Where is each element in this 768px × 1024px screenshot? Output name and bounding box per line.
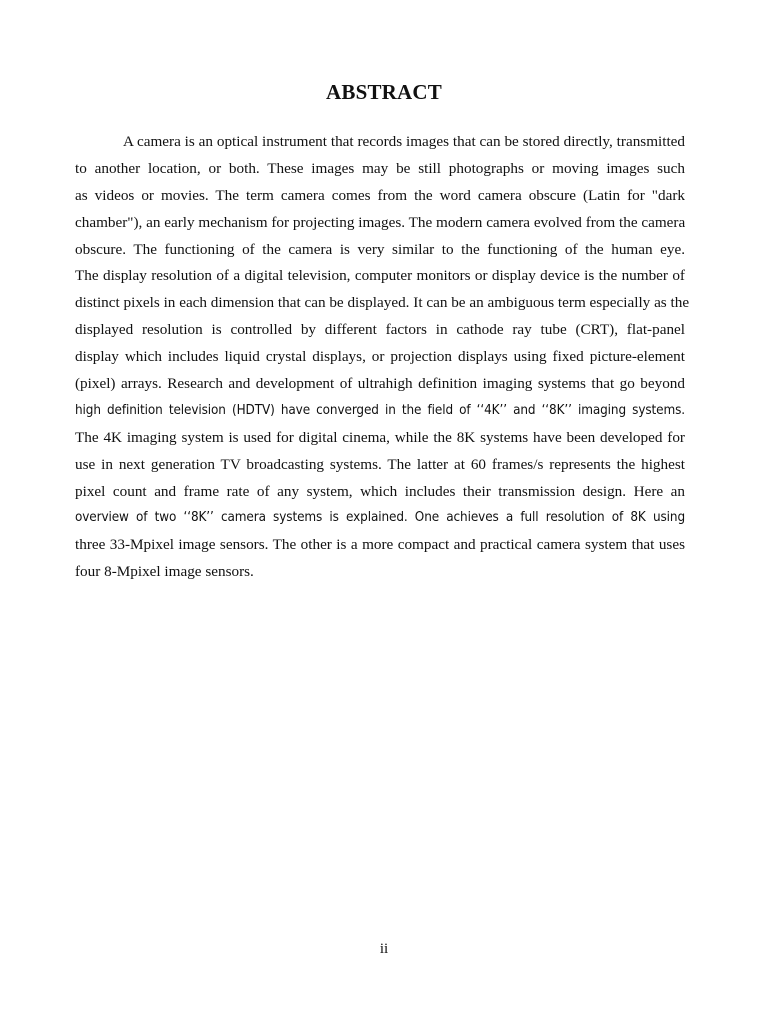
paragraph-line: use in next generation TV broadcasting systems. The latter at 60 frames/s represents the highest	[75, 455, 685, 473]
paragraph-line: obscure. The functioning of the camera is very similar to the functioning of the human eye.	[75, 240, 685, 258]
paragraph-line: high definition television (HDTV) have converged in the field of ‘‘4K’’ and ‘‘8K’’ imaging systems.	[75, 402, 685, 418]
paragraph-line: display which includes liquid crystal displays, or projection displays using fixed picture-element	[75, 348, 685, 366]
paragraph-line: pixel count and frame rate of any system, which includes their transmission design. Here an	[75, 482, 685, 500]
paragraph-line: The display resolution of a digital television, computer monitors or display device is the number of	[75, 267, 685, 285]
paragraph-line: to another location, or both. These images may be still photographs or moving images such	[75, 159, 685, 177]
paragraph-line: chamber"), an early mechanism for projecting images. The modern camera evolved from the camera	[75, 213, 686, 231]
paragraph-line: overview of two ‘‘8K’’ camera systems is explained. One achieves a full resolution of 8K using	[75, 510, 685, 526]
page-number: ii	[379, 941, 389, 957]
abstract-paragraph	[75, 129, 690, 586]
paragraph-line: The 4K imaging system is used for digital cinema, while the 8K systems have been developed for	[75, 428, 685, 446]
paragraph-line: as videos or movies. The term camera comes from the word camera obscure (Latin for "dark	[75, 186, 685, 204]
paragraph-line: (pixel) arrays. Research and development of ultrahigh definition imaging systems that go beyond	[75, 375, 685, 393]
abstract-title: ABSTRACT	[326, 80, 442, 104]
paragraph-line: four 8-Mpixel image sensors.	[75, 563, 254, 581]
paragraph-line: distinct pixels in each dimension that can be displayed. It can be an ambiguous term especially as the	[75, 294, 690, 312]
paragraph-line: three 33-Mpixel image sensors. The other is a more compact and practical camera system that uses	[75, 536, 685, 554]
paragraph-line: A camera is an optical instrument that records images that can be stored directly, transmitted	[123, 133, 685, 150]
paragraph-line: displayed resolution is controlled by different factors in cathode ray tube (CRT), flat-panel	[75, 321, 685, 339]
